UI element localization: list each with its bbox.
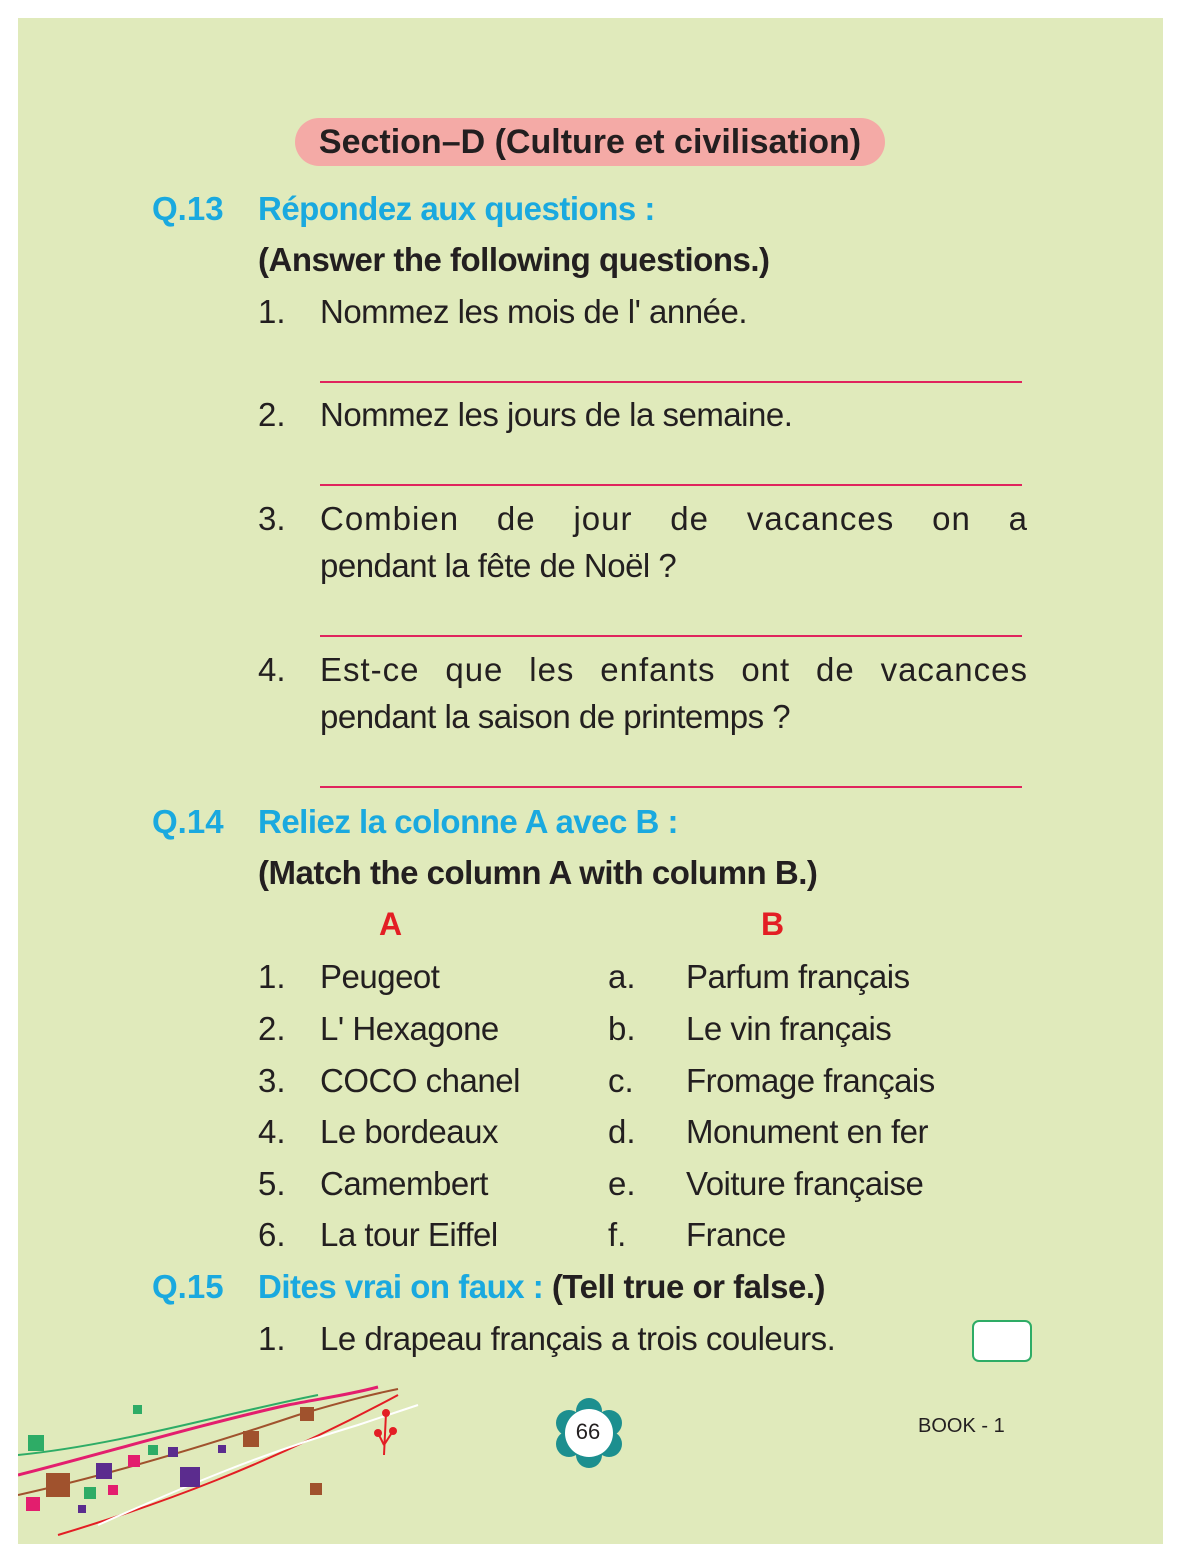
match-b-item: Parfum français xyxy=(686,958,910,995)
q13-item-3-text-cont: pendant la fête de Noël ? xyxy=(320,547,677,584)
q13-item-1-text: Nommez les mois de l' année. xyxy=(320,293,747,330)
q13-number: Q.13 xyxy=(152,190,224,227)
match-b-letter: c. xyxy=(608,1062,634,1099)
q13-item-4-text: Est-ce que les enfants ont de vacances xyxy=(320,651,1028,688)
match-a-item: COCO chanel xyxy=(320,1062,520,1099)
q15-title-text: Dites vrai on faux : xyxy=(258,1268,544,1305)
q13-item-3-text: Combien de jour de vacances on a xyxy=(320,500,1028,537)
q15-subtitle: (Tell true or false.) xyxy=(551,1268,826,1305)
match-a-item: Camembert xyxy=(320,1165,488,1202)
match-a-number: 5. xyxy=(258,1165,286,1202)
page-number: 66 xyxy=(575,1419,601,1444)
column-b-header: B xyxy=(761,906,785,942)
match-a-number: 6. xyxy=(258,1216,286,1253)
q13-title: Répondez aux questions : xyxy=(258,190,655,227)
answer-line-4[interactable] xyxy=(320,786,1022,788)
match-a-number: 4. xyxy=(258,1113,286,1150)
q15-item-1-text: Le drapeau français a trois couleurs. xyxy=(320,1320,836,1357)
q13-item-1-number: 1. xyxy=(258,293,286,330)
match-b-item: France xyxy=(686,1216,786,1253)
match-a-number: 3. xyxy=(258,1062,286,1099)
q13-item-2-number: 2. xyxy=(258,396,286,433)
q13-item-2-text: Nommez les jours de la semaine. xyxy=(320,396,793,433)
q14-subtitle: (Match the column A with column B.) xyxy=(258,854,818,891)
q15-title xyxy=(258,1268,825,1306)
q13-subtitle: (Answer the following questions.) xyxy=(258,241,770,278)
match-b-letter: e. xyxy=(608,1165,636,1202)
column-a-header: A xyxy=(379,906,403,942)
q13-item-3-number: 3. xyxy=(258,500,286,537)
match-b-letter: a. xyxy=(608,958,636,995)
match-b-letter: f. xyxy=(608,1216,627,1253)
match-a-number: 2. xyxy=(258,1010,286,1047)
q13-item-4-text-cont: pendant la saison de printemps ? xyxy=(320,698,791,735)
q15-item-1-number: 1. xyxy=(258,1320,286,1357)
decorative-swirl-graphic xyxy=(18,1385,438,1545)
answer-line-1[interactable] xyxy=(320,381,1022,383)
q13-item-4-number: 4. xyxy=(258,651,286,688)
match-b-item: Fromage français xyxy=(686,1062,935,1099)
section-title: Section–D (Culture et civilisation) xyxy=(295,118,885,166)
match-b-item: Voiture française xyxy=(686,1165,924,1202)
book-label: BOOK - 1 xyxy=(918,1415,1005,1437)
q14-title: Reliez la colonne A avec B : xyxy=(258,803,679,840)
answer-line-3[interactable] xyxy=(320,635,1022,637)
q14-number: Q.14 xyxy=(152,803,224,840)
match-a-item: L' Hexagone xyxy=(320,1010,499,1047)
match-b-item: Le vin français xyxy=(686,1010,892,1047)
match-b-item: Monument en fer xyxy=(686,1113,928,1150)
answer-line-2[interactable] xyxy=(320,484,1022,486)
match-b-letter: d. xyxy=(608,1113,636,1150)
match-b-letter: b. xyxy=(608,1010,636,1047)
match-a-number: 1. xyxy=(258,958,286,995)
match-a-item: Le bordeaux xyxy=(320,1113,498,1150)
match-a-item: La tour Eiffel xyxy=(320,1216,498,1253)
true-false-answer-box[interactable] xyxy=(972,1320,1032,1362)
q15-number: Q.15 xyxy=(152,1268,224,1305)
match-a-item: Peugeot xyxy=(320,958,440,995)
